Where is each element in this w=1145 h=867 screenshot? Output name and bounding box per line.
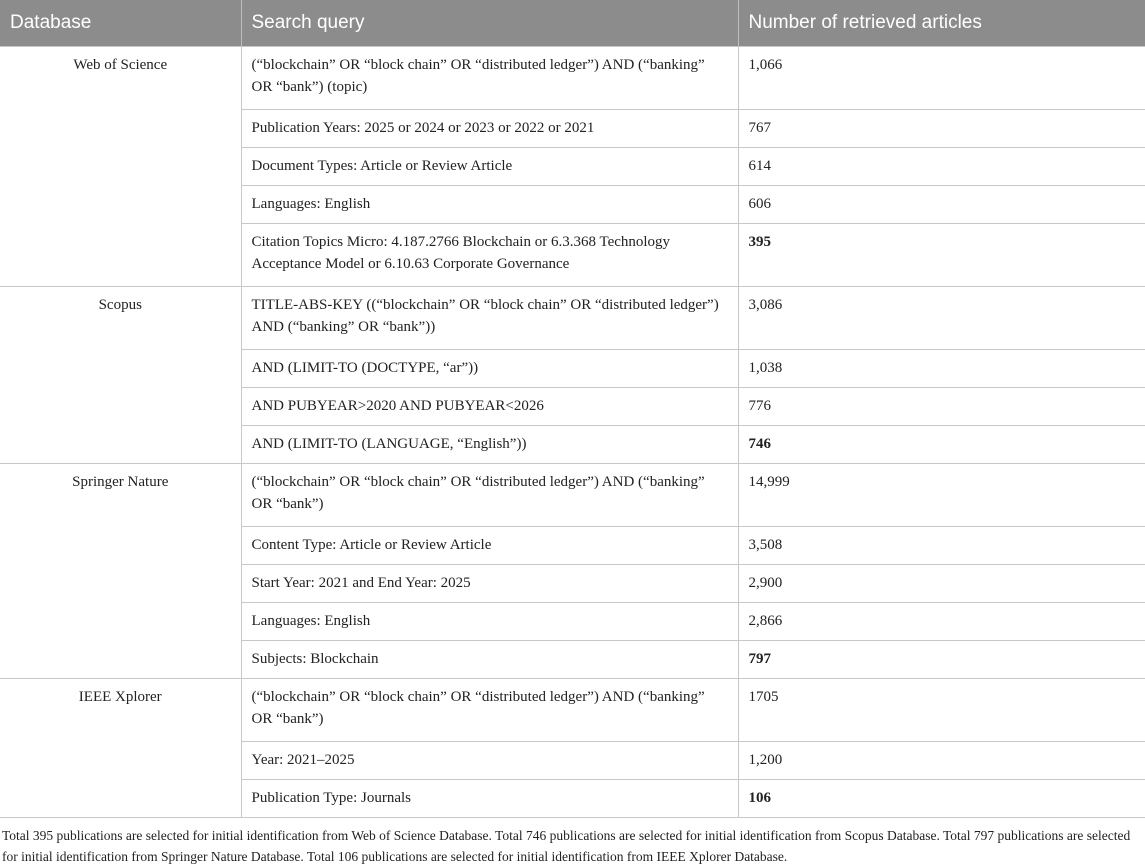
table-row	[0, 679, 1145, 742]
table-row	[0, 287, 1145, 350]
count-cell: 106	[738, 780, 1145, 818]
header-retrieved-count: Number of retrieved articles	[738, 0, 1145, 47]
count-cell: 1,200	[738, 742, 1145, 780]
query-cell: AND (LIMIT-TO (LANGUAGE, “English”))	[241, 426, 738, 464]
count-cell: 767	[738, 110, 1145, 148]
count-cell: 1,066	[738, 47, 1145, 110]
count-cell: 395	[738, 224, 1145, 287]
query-cell: Content Type: Article or Review Article	[241, 527, 738, 565]
header-row	[0, 0, 1145, 47]
query-cell: Document Types: Article or Review Article	[241, 148, 738, 186]
count-cell: 3,086	[738, 287, 1145, 350]
query-cell: Year: 2021–2025	[241, 742, 738, 780]
query-cell: Subjects: Blockchain	[241, 641, 738, 679]
header-search-query: Search query	[241, 0, 738, 47]
database-cell: IEEE Xplorer	[0, 679, 241, 818]
count-cell: 614	[738, 148, 1145, 186]
query-cell: (“blockchain” OR “block chain” OR “distributed ledger”) AND (“banking” OR “bank”)	[241, 679, 738, 742]
query-cell: TITLE-ABS-KEY ((“blockchain” OR “block chain” OR “distributed ledger”) AND (“banking” OR “bank”))	[241, 287, 738, 350]
query-cell: Languages: English	[241, 603, 738, 641]
count-cell: 776	[738, 388, 1145, 426]
database-cell: Springer Nature	[0, 464, 241, 679]
query-cell: Publication Type: Journals	[241, 780, 738, 818]
query-cell: AND (LIMIT-TO (DOCTYPE, “ar”))	[241, 350, 738, 388]
header-database: Database	[0, 0, 241, 47]
query-cell: Languages: English	[241, 186, 738, 224]
query-cell: Citation Topics Micro: 4.187.2766 Blockchain or 6.3.368 Technology Acceptance Model or 6.10.63 Corporate Governance	[241, 224, 738, 287]
count-cell: 2,866	[738, 603, 1145, 641]
count-cell: 746	[738, 426, 1145, 464]
count-cell: 2,900	[738, 565, 1145, 603]
count-cell: 1,038	[738, 350, 1145, 388]
query-cell: (“blockchain” OR “block chain” OR “distributed ledger”) AND (“banking” OR “bank”) (topic)	[241, 47, 738, 110]
table-row	[0, 47, 1145, 110]
database-cell: Web of Science	[0, 47, 241, 287]
table-footnote: Total 395 publications are selected for initial identification from Web of Science Database. Total 746 publications are selected for initial identification from Scopus Database. Total 797 publications are selected for initial identification from Springer Nature Database. Total 106 publications are selected for initial identification from IEEE Xplorer Database.	[2, 828, 1131, 864]
count-cell: 3,508	[738, 527, 1145, 565]
count-cell: 606	[738, 186, 1145, 224]
query-cell: AND PUBYEAR>2020 AND PUBYEAR<2026	[241, 388, 738, 426]
query-cell: Publication Years: 2025 or 2024 or 2023 or 2022 or 2021	[241, 110, 738, 148]
table-row	[0, 464, 1145, 527]
query-cell: Start Year: 2021 and End Year: 2025	[241, 565, 738, 603]
count-cell: 14,999	[738, 464, 1145, 527]
database-cell: Scopus	[0, 287, 241, 464]
count-cell: 1705	[738, 679, 1145, 742]
query-cell: (“blockchain” OR “block chain” OR “distributed ledger”) AND (“banking” OR “bank”)	[241, 464, 738, 527]
count-cell: 797	[738, 641, 1145, 679]
